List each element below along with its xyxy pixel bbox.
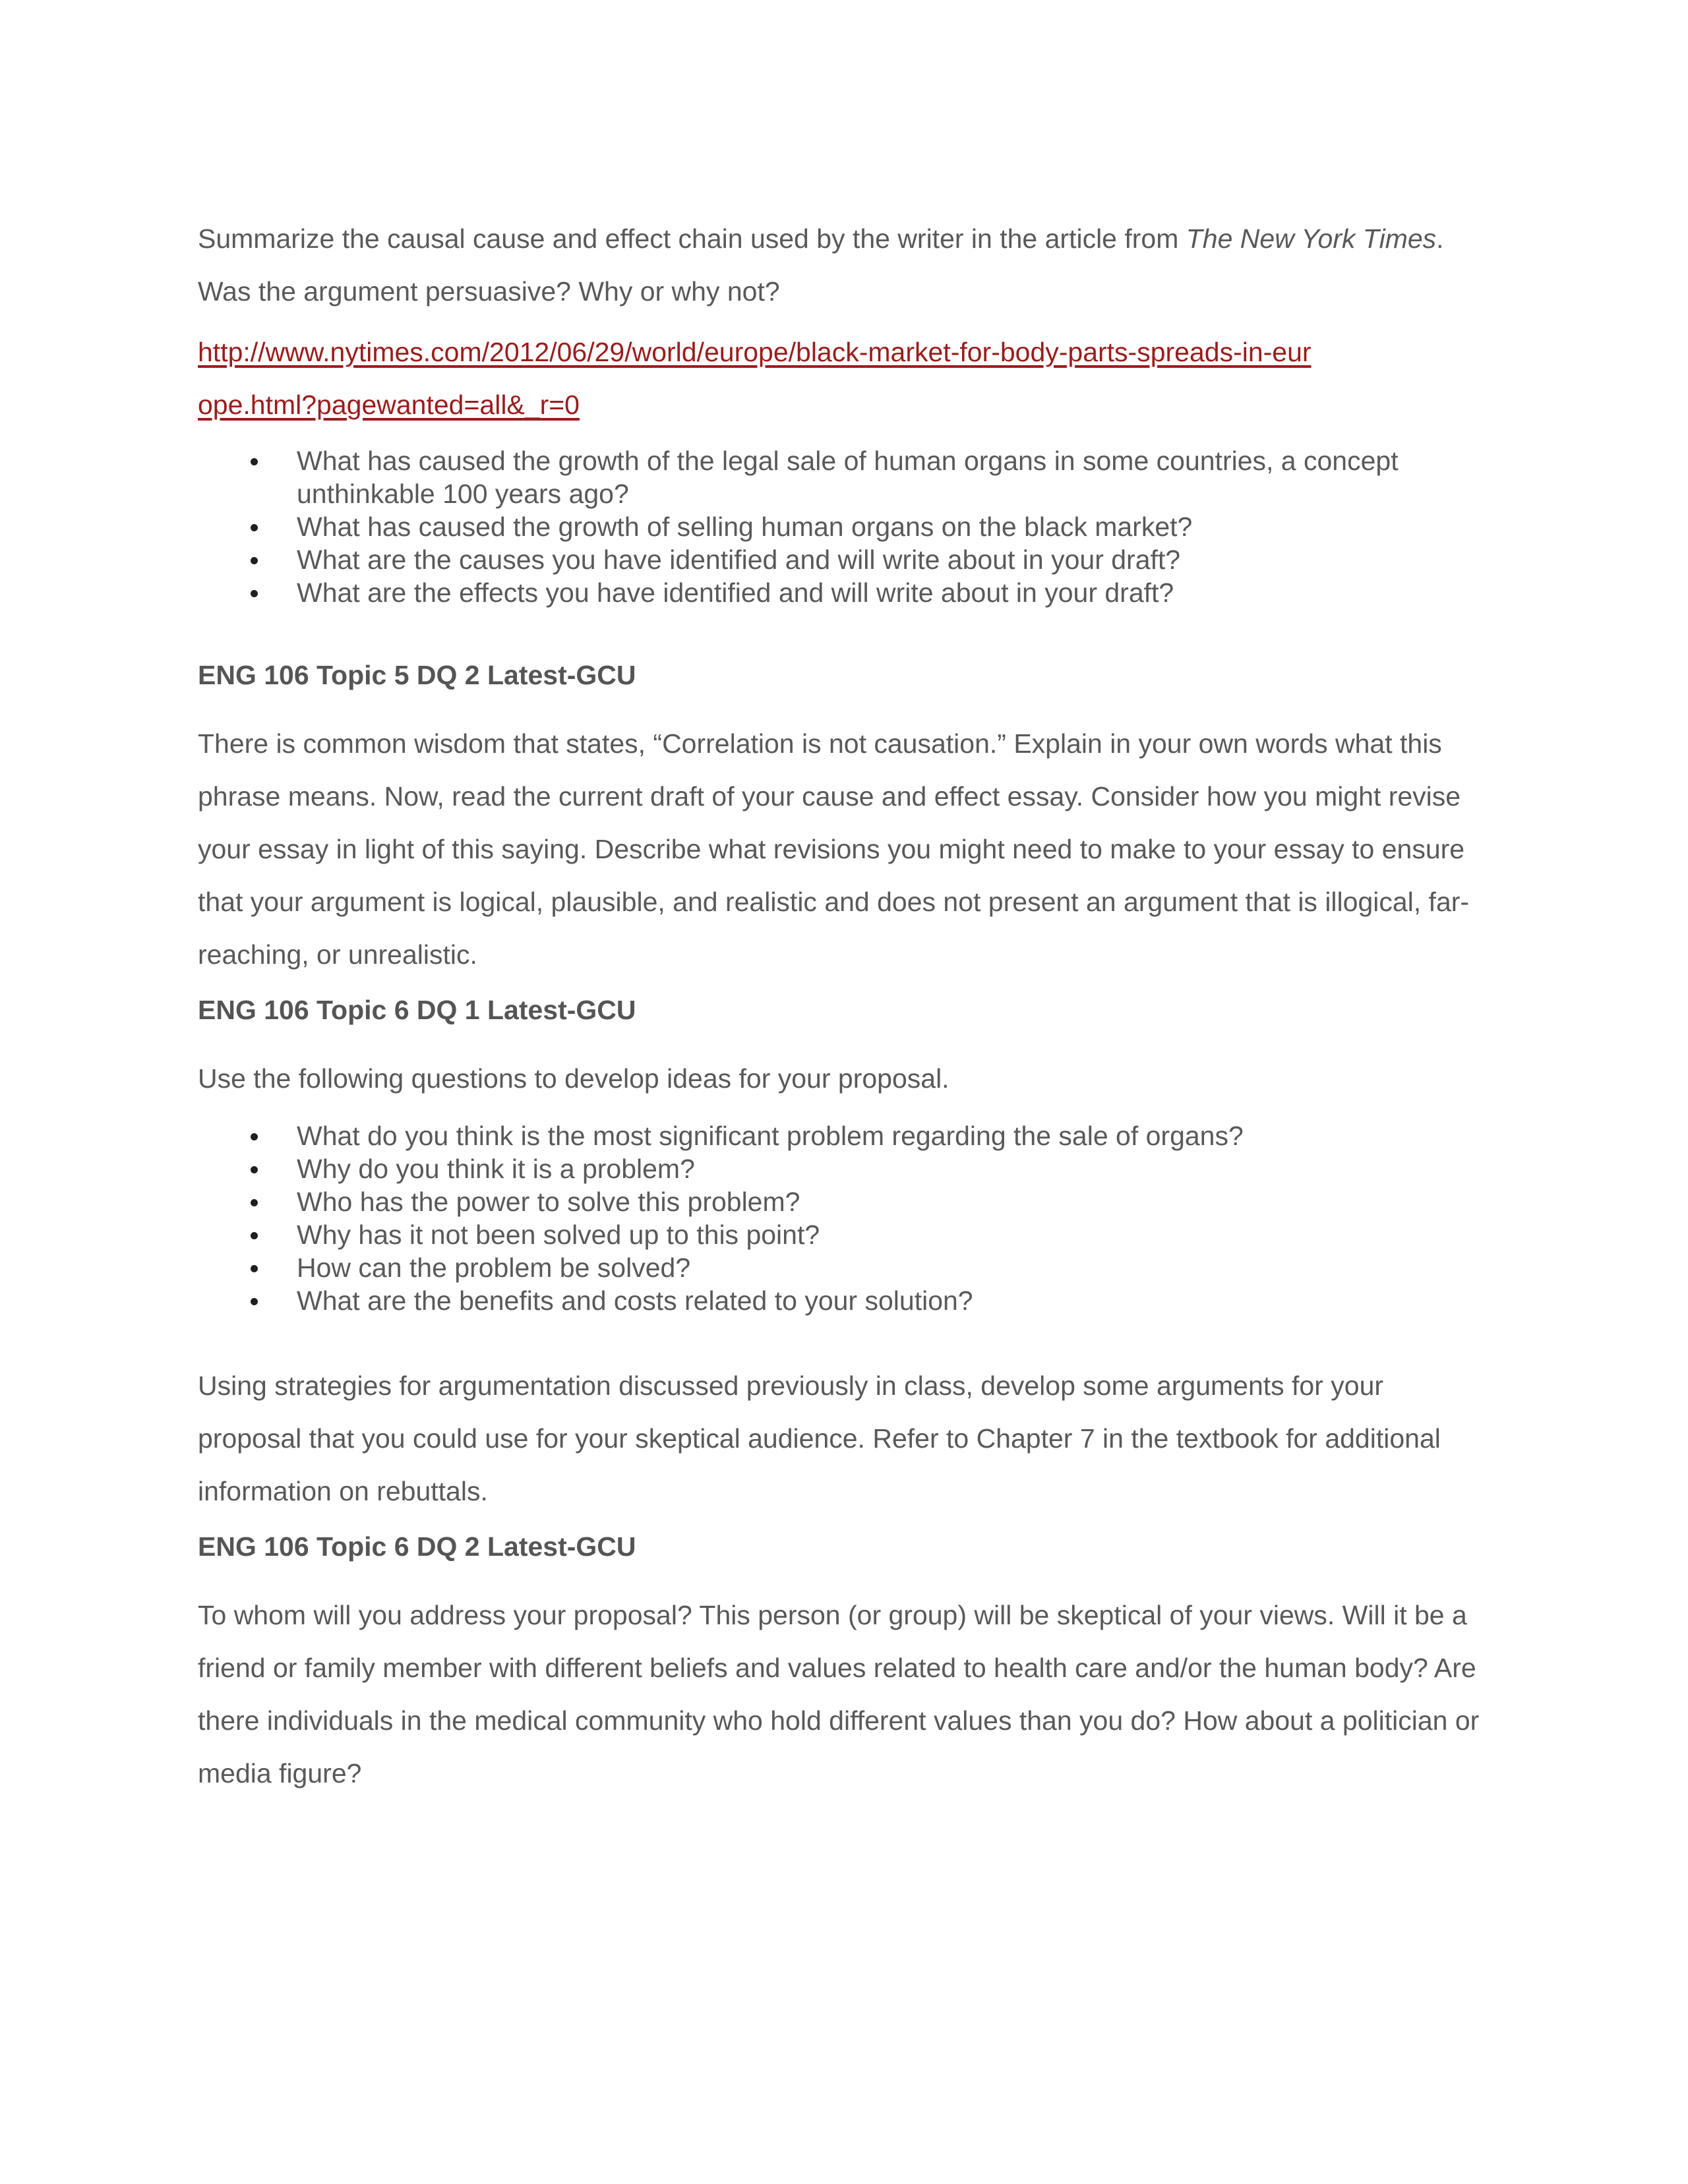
list-item: What are the causes you have identified and will write about in your draft?	[198, 543, 1490, 576]
section-body: There is common wisdom that states, “Correlation is not causation.” Explain in your own words what this phrase means. Now, read the current draft of your cause and effect essay. Consider how you might revise your essay in light of this saying. Describe what revisions you might need to make to your essay to ensure that your argument is logical, plausible, and realistic and does not present an argument that is illogical, far-reaching, or unrealistic.	[198, 728, 1470, 970]
intro-question-list	[198, 444, 1490, 609]
intro-text-before: Summarize the causal cause and effect chain used by the writer in the article from	[198, 223, 1186, 254]
section-heading: ENG 106 Topic 6 DQ 2 Latest-GCU	[198, 1531, 636, 1562]
list-item: What do you think is the most significant problem regarding the sale of organs?	[198, 1119, 1490, 1152]
section-lead: Use the following questions to develop ideas for your proposal.	[198, 1063, 950, 1094]
list-item: Why do you think it is a problem?	[198, 1152, 1490, 1185]
section-body: Using strategies for argumentation discussed previously in class, develop some arguments for your proposal that you could use for your skeptical audience. Refer to Chapter 7 in the textbook for additional information on rebuttals.	[198, 1371, 1441, 1506]
list-item: Who has the power to solve this problem?	[198, 1185, 1490, 1218]
list-item: How can the problem be solved?	[198, 1251, 1490, 1284]
list-item: What are the benefits and costs related to your solution?	[198, 1284, 1490, 1317]
list-item: What has caused the growth of selling human organs on the black market?	[198, 510, 1490, 543]
document-page	[198, 212, 1490, 1800]
list-item: What are the effects you have identified and will write about in your draft?	[198, 576, 1490, 609]
publication-name: The New York Times	[1186, 223, 1437, 254]
list-item: What has caused the growth of the legal sale of human organs in some countries, a concept unthinkable 100 years ago?	[198, 444, 1490, 510]
intro-paragraph	[198, 212, 1490, 318]
list-item: Why has it not been solved up to this point?	[198, 1218, 1490, 1251]
section-body: To whom will you address your proposal? This person (or group) will be skeptical of your views. Will it be a friend or family member with different beliefs and values related to health care and/or the human body? Are there individuals in the medical community who hold different values than you do? How about a politician or media figure?	[198, 1600, 1480, 1788]
section-heading: ENG 106 Topic 6 DQ 1 Latest-GCU	[198, 995, 636, 1025]
proposal-question-list	[198, 1119, 1490, 1317]
section-heading: ENG 106 Topic 5 DQ 2 Latest-GCU	[198, 660, 636, 690]
intro-text-after: . Was the argument persuasive? Why or why not?	[198, 223, 1444, 307]
article-link[interactable]: http://www.nytimes.com/2012/06/29/world/europe/black-market-for-body-parts-spreads-in-europe.html?pagewanted=all&_r=0	[198, 337, 1311, 420]
